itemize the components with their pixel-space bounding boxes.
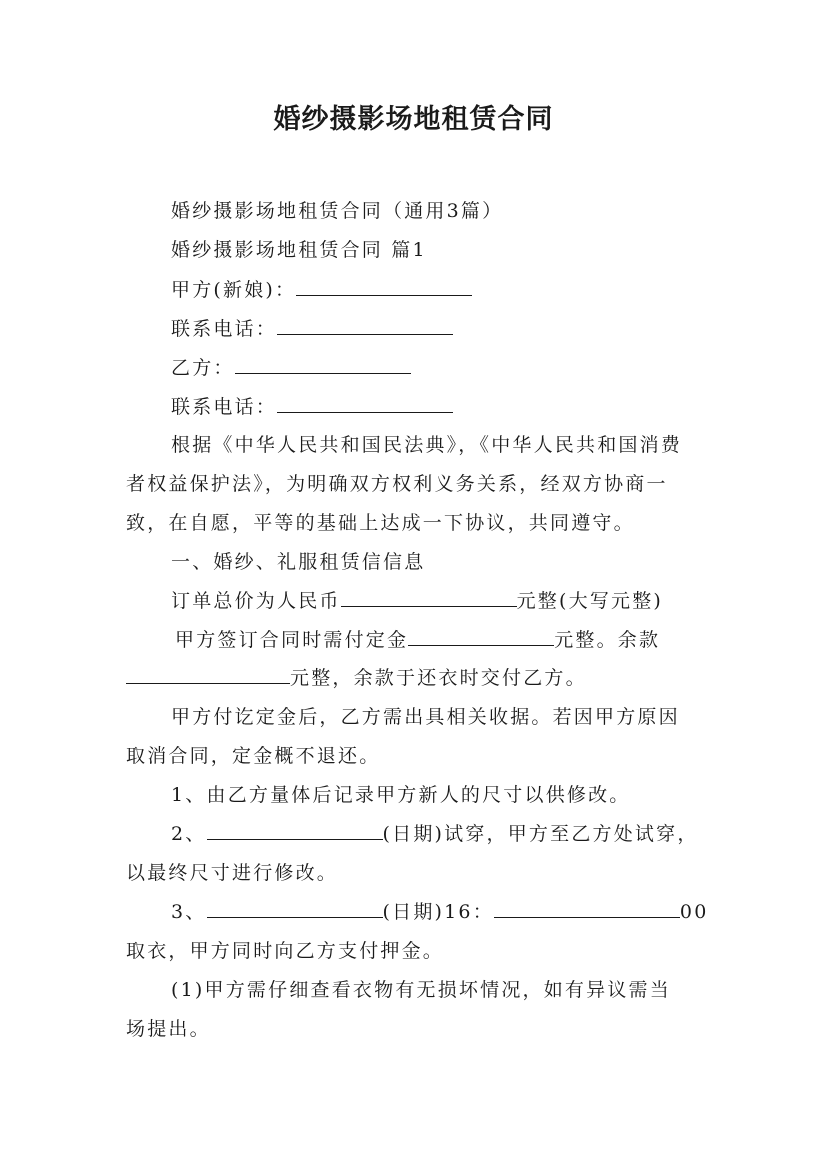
deposit-blank — [408, 626, 554, 646]
order-total-line — [171, 587, 663, 615]
deposit-line-2 — [126, 664, 587, 692]
party-a-blank — [296, 276, 472, 296]
item-2-date-blank — [207, 820, 383, 840]
page-title: 婚纱摄影场地租赁合同 — [273, 104, 554, 135]
party-b-label: 乙方： — [171, 357, 235, 379]
item-2-suffix: (日期)试穿，甲方至乙方处试穿， — [382, 823, 699, 845]
party-a-label: 甲方(新娘)： — [171, 279, 297, 301]
deposit-line — [175, 626, 660, 654]
item-3-suffix: 00 — [679, 901, 709, 923]
order-total-suffix: 元整(大写元整) — [516, 590, 664, 612]
item-3-date-blank — [207, 898, 383, 918]
item-2-cont: 以最终尺寸进行修改。 — [126, 862, 339, 884]
order-total-blank — [341, 587, 517, 607]
party-b-phone-blank — [277, 393, 453, 413]
preamble-line-3: 致，在自愿，平等的基础上达成一下协议，共同遵守。 — [126, 512, 635, 534]
party-b-phone-line — [171, 393, 453, 421]
receipt-line-1: 甲方付讫定金后，乙方需出具相关收据。若因甲方原因 — [171, 706, 680, 728]
party-b-line — [171, 354, 411, 382]
party-b-blank — [235, 354, 411, 374]
item-3-time-blank — [494, 898, 680, 918]
deposit-middle: 元整。余款 — [554, 629, 661, 651]
item-3-cont: 取衣，甲方同时向乙方支付押金。 — [126, 940, 445, 962]
balance-blank — [126, 664, 290, 684]
item-2-line — [171, 820, 699, 848]
party-a-line — [171, 276, 472, 304]
part-heading: 婚纱摄影场地租赁合同 篇1 — [171, 239, 427, 261]
item-1: 1、由乙方量体后记录甲方新人的尺寸以供修改。 — [171, 784, 631, 806]
subtitle: 婚纱摄影场地租赁合同（通用3篇） — [171, 200, 504, 222]
party-a-phone-line — [171, 315, 453, 343]
party-b-phone-label: 联系电话： — [171, 396, 278, 418]
item-3-prefix: 3、 — [171, 901, 207, 923]
deposit-suffix: 元整，余款于还衣时交付乙方。 — [290, 667, 587, 689]
receipt-line-2: 取消合同，定金概不退还。 — [126, 745, 381, 767]
section1-heading: 一、婚纱、礼服租赁信信息 — [171, 551, 426, 573]
item-2-prefix: 2、 — [171, 823, 207, 845]
deposit-prefix: 甲方签订合同时需付定金 — [175, 629, 409, 651]
item-3-middle: (日期)16： — [382, 901, 494, 923]
preamble-line-2: 者权益保护法》，为明确双方权利义务关系，经双方协商一 — [126, 473, 668, 495]
order-total-prefix: 订单总价为人民币 — [171, 590, 341, 612]
clause-1-line-2: 场提出。 — [126, 1018, 211, 1040]
item-3-line — [171, 898, 708, 926]
party-a-phone-blank — [277, 315, 453, 335]
clause-1-line-1: (1)甲方需仔细查看衣物有无损坏情况，如有异议需当 — [171, 979, 671, 1001]
preamble-line-1: 根据《中华人民共和国民法典》，《中华人民共和国消费 — [171, 434, 683, 456]
party-a-phone-label: 联系电话： — [171, 318, 278, 340]
